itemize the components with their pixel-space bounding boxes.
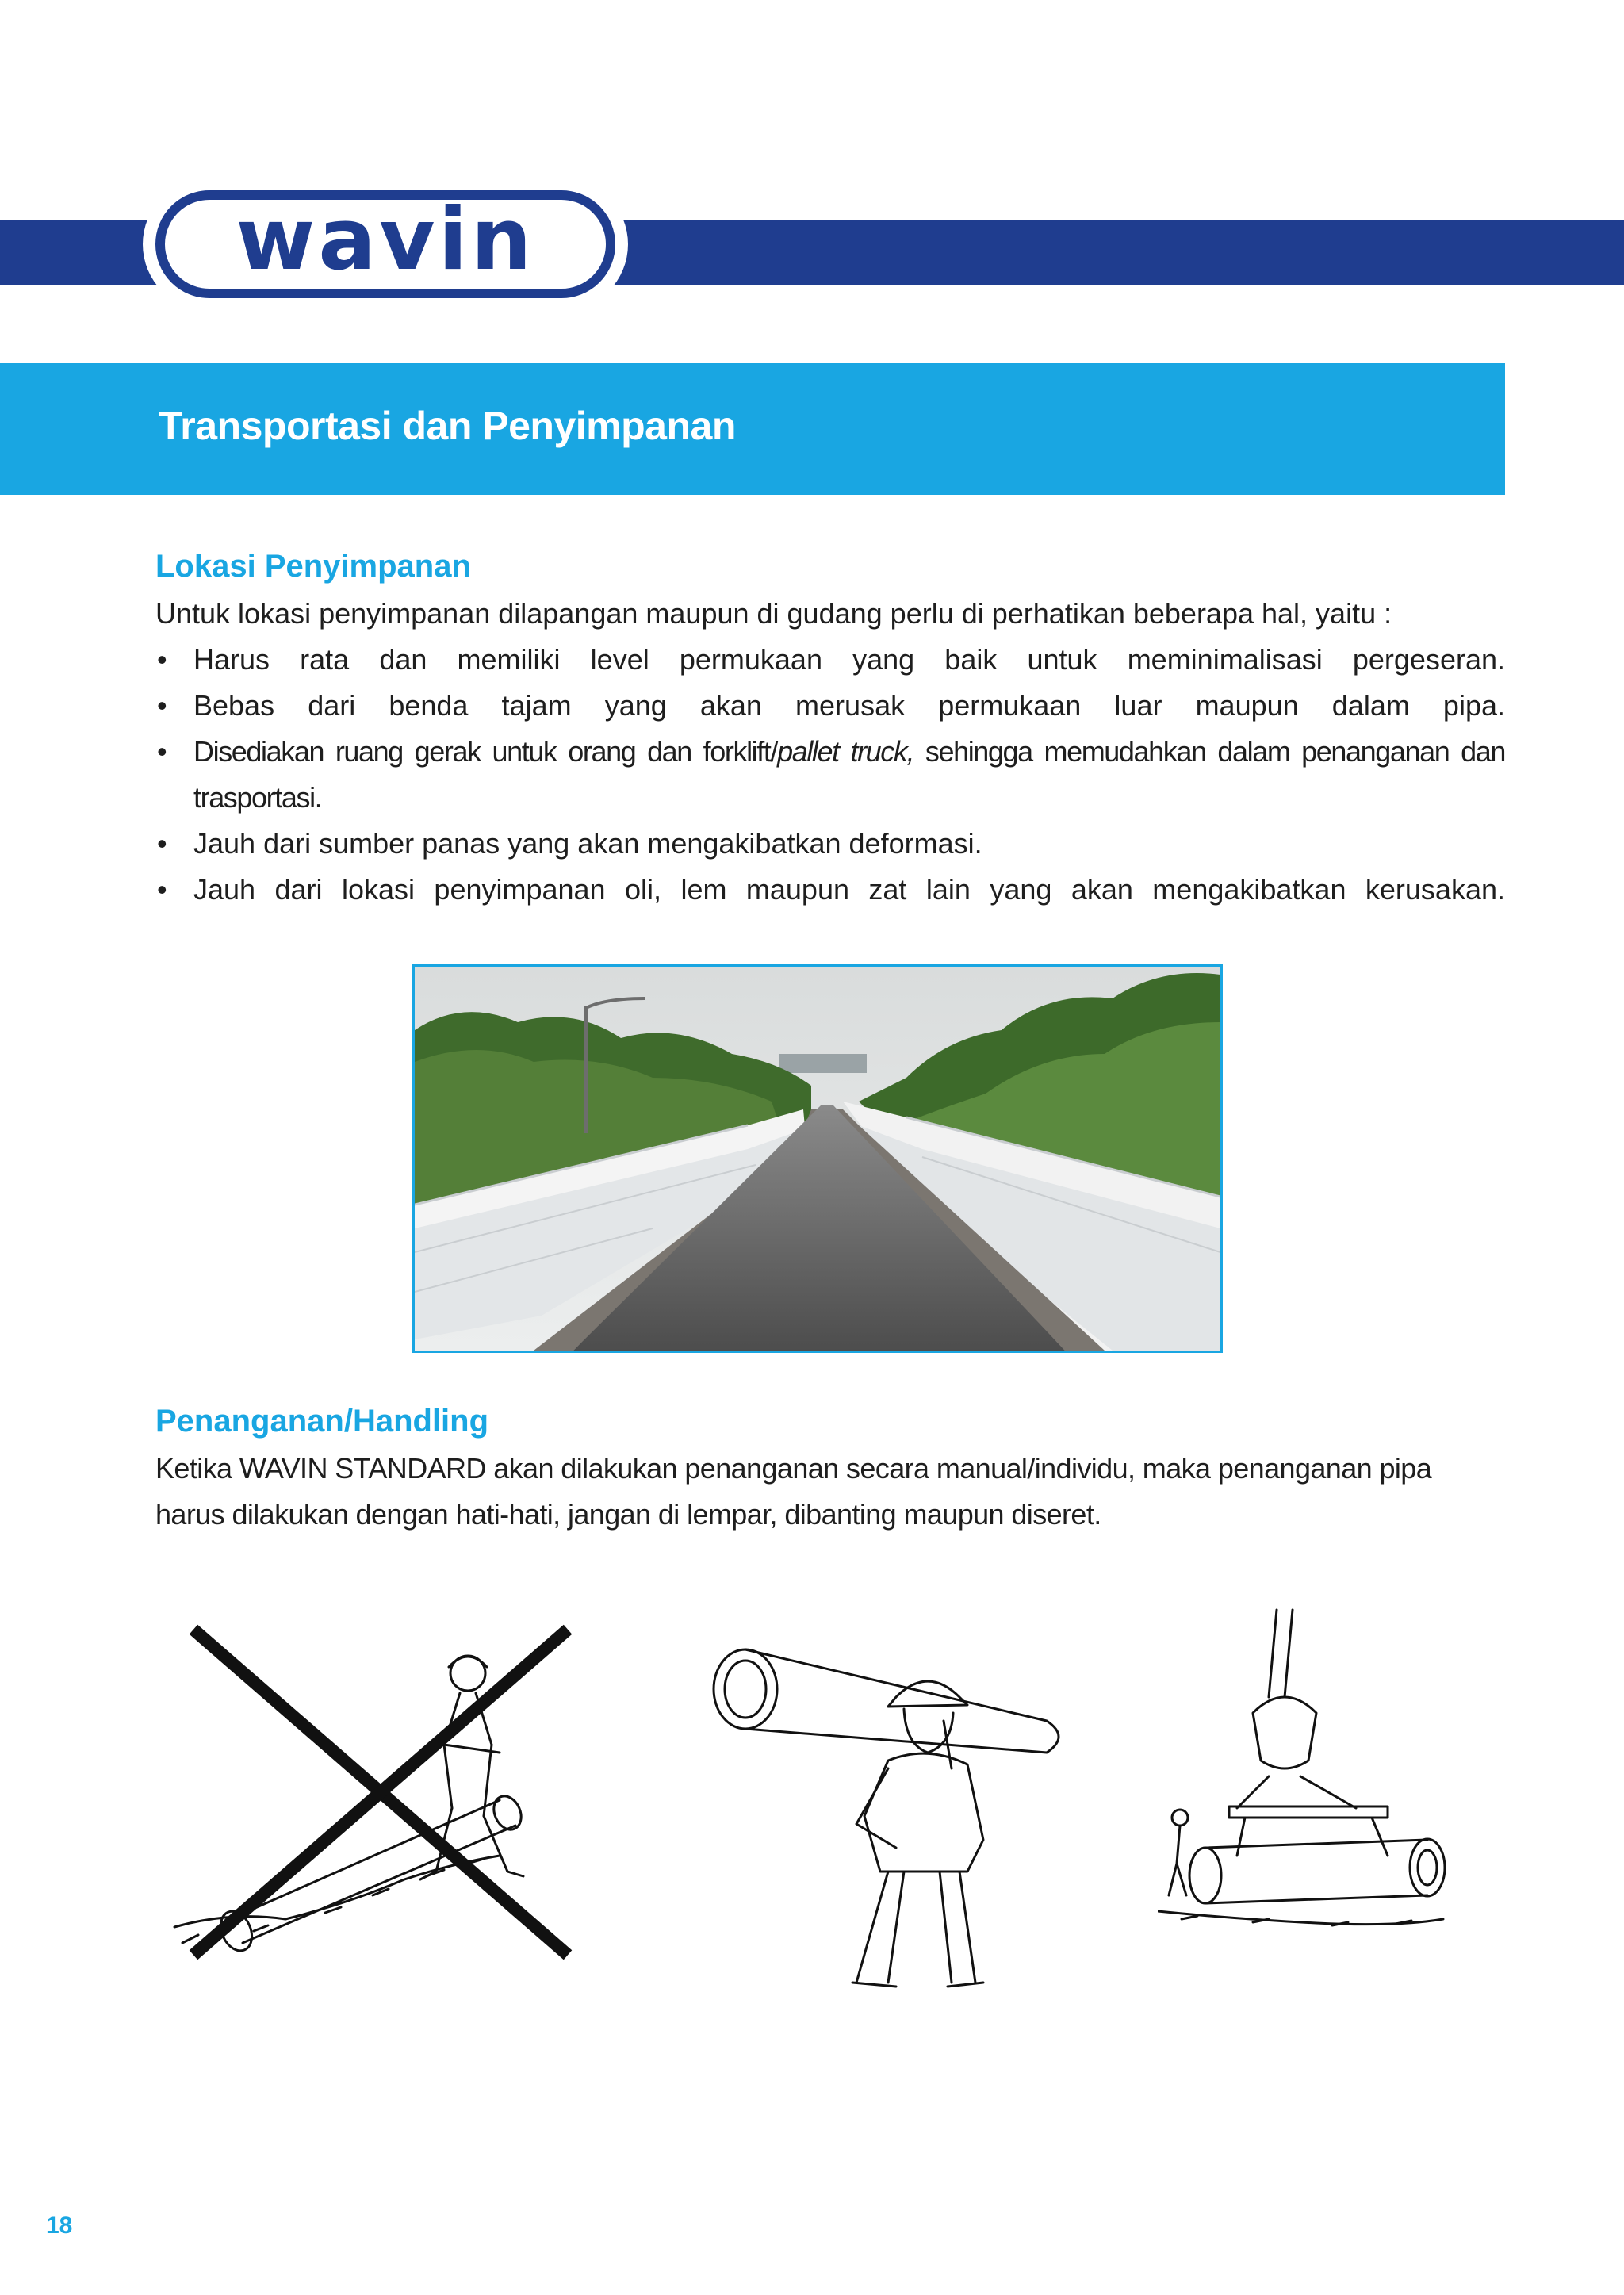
wavin-logo (149, 184, 622, 305)
handling-paragraph: Ketika WAVIN STANDARD akan dilakukan penanganan secara manual/individu, maka penanganan pipa harus dilakukan dengan hati-hati, jangan di lempar, dibanting maupun diseret. (155, 1452, 1432, 1531)
bullet-icon: • (157, 735, 167, 768)
page-number: 18 (46, 2213, 73, 2239)
logo-text: wavin (236, 190, 535, 289)
pipe-dragging-prohibited-illustration (167, 1618, 595, 1975)
bullet-icon: • (157, 827, 167, 860)
section-handling (155, 1404, 1505, 1538)
bullet-icon: • (157, 873, 167, 906)
section-heading-lokasi: Lokasi Penyimpanan (155, 549, 471, 584)
list-item: • Bebas dari benda tajam yang akan merusak permukaan luar maupun dalam pipa. (155, 683, 1505, 729)
section-intro: Untuk lokasi penyimpanan dilapangan maupun di gudang perlu di perhatikan beberapa hal, yaitu : (155, 597, 1392, 630)
list-item: • Jauh dari lokasi penyimpanan oli, lem maupun zat lain yang akan mengakibatkan kerusakan. (155, 867, 1505, 913)
title-bar (0, 363, 1505, 495)
bullet-icon: • (157, 643, 167, 676)
worker-carrying-pipe-illustration (698, 1634, 1078, 1998)
storage-requirements-list (155, 637, 1505, 913)
pipe-storage-yard-photo (412, 964, 1223, 1353)
list-item: • Jauh dari sumber panas yang akan mengakibatkan deformasi. (155, 821, 1505, 867)
section-heading-handling: Penanganan/Handling (155, 1404, 489, 1439)
crane-lifting-pipe-illustration (1158, 1602, 1475, 1967)
bullet-icon: • (157, 689, 167, 722)
list-item: • Harus rata dan memiliki level permukaan yang baik untuk meminimalisasi pergeseran. (155, 637, 1505, 683)
page-title: Transportasi dan Penyimpanan (159, 404, 736, 448)
list-item: • Disediakan ruang gerak untuk orang dan forklift/pallet truck, sehingga memudahkan dalam penanganan dan trasportasi. (155, 729, 1505, 821)
section-lokasi (155, 549, 1505, 913)
